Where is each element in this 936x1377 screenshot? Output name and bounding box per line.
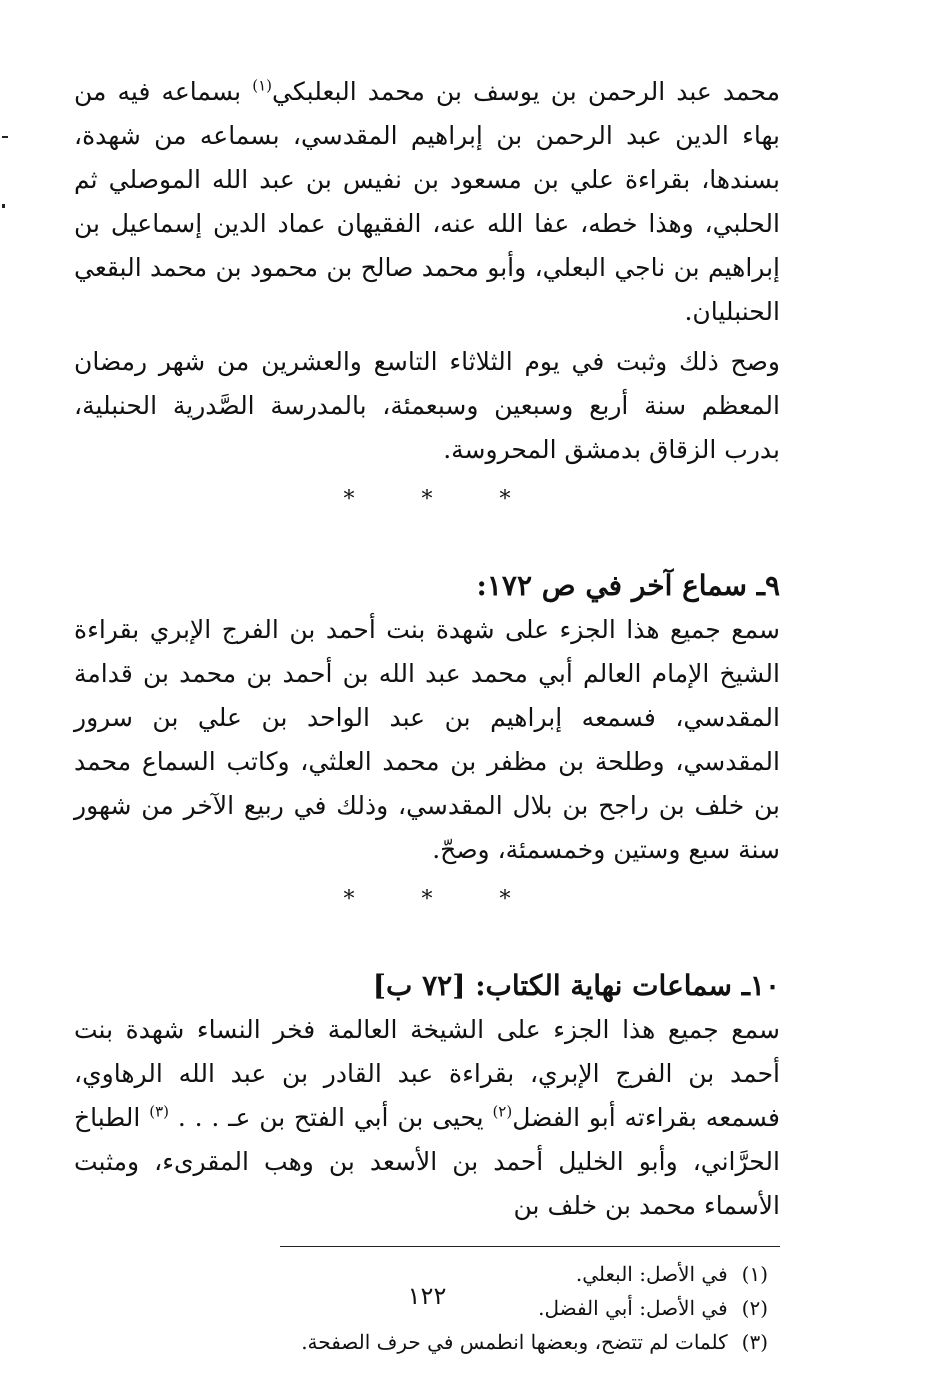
paragraph-text: يحيى بن أبي الفتح بن عـ . . . <box>168 1103 493 1132</box>
paragraph-text: الطباخ الحرَّاني، وأبو الخليل أحمد بن الأسعد بن وهب المقرىء، ومثبت الأسماء محمد بن خلف بن <box>74 1103 780 1220</box>
footnote-ref-2: (٢) <box>492 1102 513 1121</box>
footnote-ref-3: (٣) <box>149 1102 169 1121</box>
page-body <box>74 70 781 1354</box>
section-separator: * * * <box>343 887 541 912</box>
footnote-item <box>74 1325 780 1359</box>
footnote-ref-1: (١) <box>252 76 273 95</box>
section-9-heading: ٩ـ سماع آخر في ص ١٧٢: <box>476 569 780 602</box>
paragraph-text: محمد عبد الرحمن بن يوسف بن محمد البعلبكي <box>272 77 781 106</box>
footnote-text: في الأصل: البعلي. <box>575 1262 728 1286</box>
paragraph-text: بسماعه فيه من بهاء الدين عبد الرحمن بن إبراهيم المقدسي، بسماعه من شهدة، بسندها، بقراءة علي بن مسعود بن نفيس بن عبد الله الموصلي ثم الحلبي، وهذا خطه، عفا الله عنه، الفقيهان عماد الدين إسماعيل بن إبراهيم بن ناجي البعلي، وأبو محمد صالح بن محمود بن محمد البقعي الحنبليان. <box>74 77 780 326</box>
footnote-divider <box>280 1246 780 1247</box>
section-10-paragraph <box>74 1008 780 1228</box>
footnote-text: في الأصل: أبي الفضل. <box>538 1296 728 1320</box>
footnote-text: كلمات لم تتضح، وبعضها انطمس في حرف الصفحة. <box>301 1330 728 1354</box>
paragraph-continuation <box>74 70 780 334</box>
section-10-heading: ١٠ـ سماعات نهاية الكتاب: [٧٢ ب] <box>372 969 780 1002</box>
margin-tick-top <box>2 136 8 138</box>
footnote-number: (٣) <box>741 1330 768 1354</box>
margin-tick-bottom <box>2 204 5 208</box>
footnote-number: (١) <box>741 1262 768 1286</box>
section-9-paragraph: سمع جميع هذا الجزء على شهدة بنت أحمد بن الفرج الإبري بقراءة الشيخ الإمام العالم أبي محمد عبد الله بن أحمد بن محمد بن قدامة المقدسي، فسمعه إبراهيم بن عبد الواحد بن علي بن سرور المقدسي، وطلحة بن مظفر بن محمد العلثي، وكاتب السماع محمد بن خلف بن راجح بن بلال المقدسي، وذلك في ربيع الآخر من شهور سنة سبع وستين وخمسمئة، وصحّ. <box>74 615 780 864</box>
paragraph-text: سمع جميع هذا الجزء على الشيخة العالمة فخر النساء شهدة بنت أحمد بن الفرج الإبري، بقراءة عبد القادر بن عبد الله الرهاوي، فسمعه بقراءته أبو الفضل <box>74 1015 780 1132</box>
page-number: ١٢٢ <box>407 1282 447 1310</box>
footnote-number: (٢) <box>741 1296 768 1320</box>
paragraph-closing: وصح ذلك وثبت في يوم الثلاثاء التاسع والعشرين من شهر رمضان المعظم سنة أربع وسبعين وسبعمئة، بالمدرسة الصَّدرية الحنبلية، بدرب الزقاق بدمشق المحروسة. <box>74 347 780 464</box>
section-separator: * * * <box>343 487 541 512</box>
